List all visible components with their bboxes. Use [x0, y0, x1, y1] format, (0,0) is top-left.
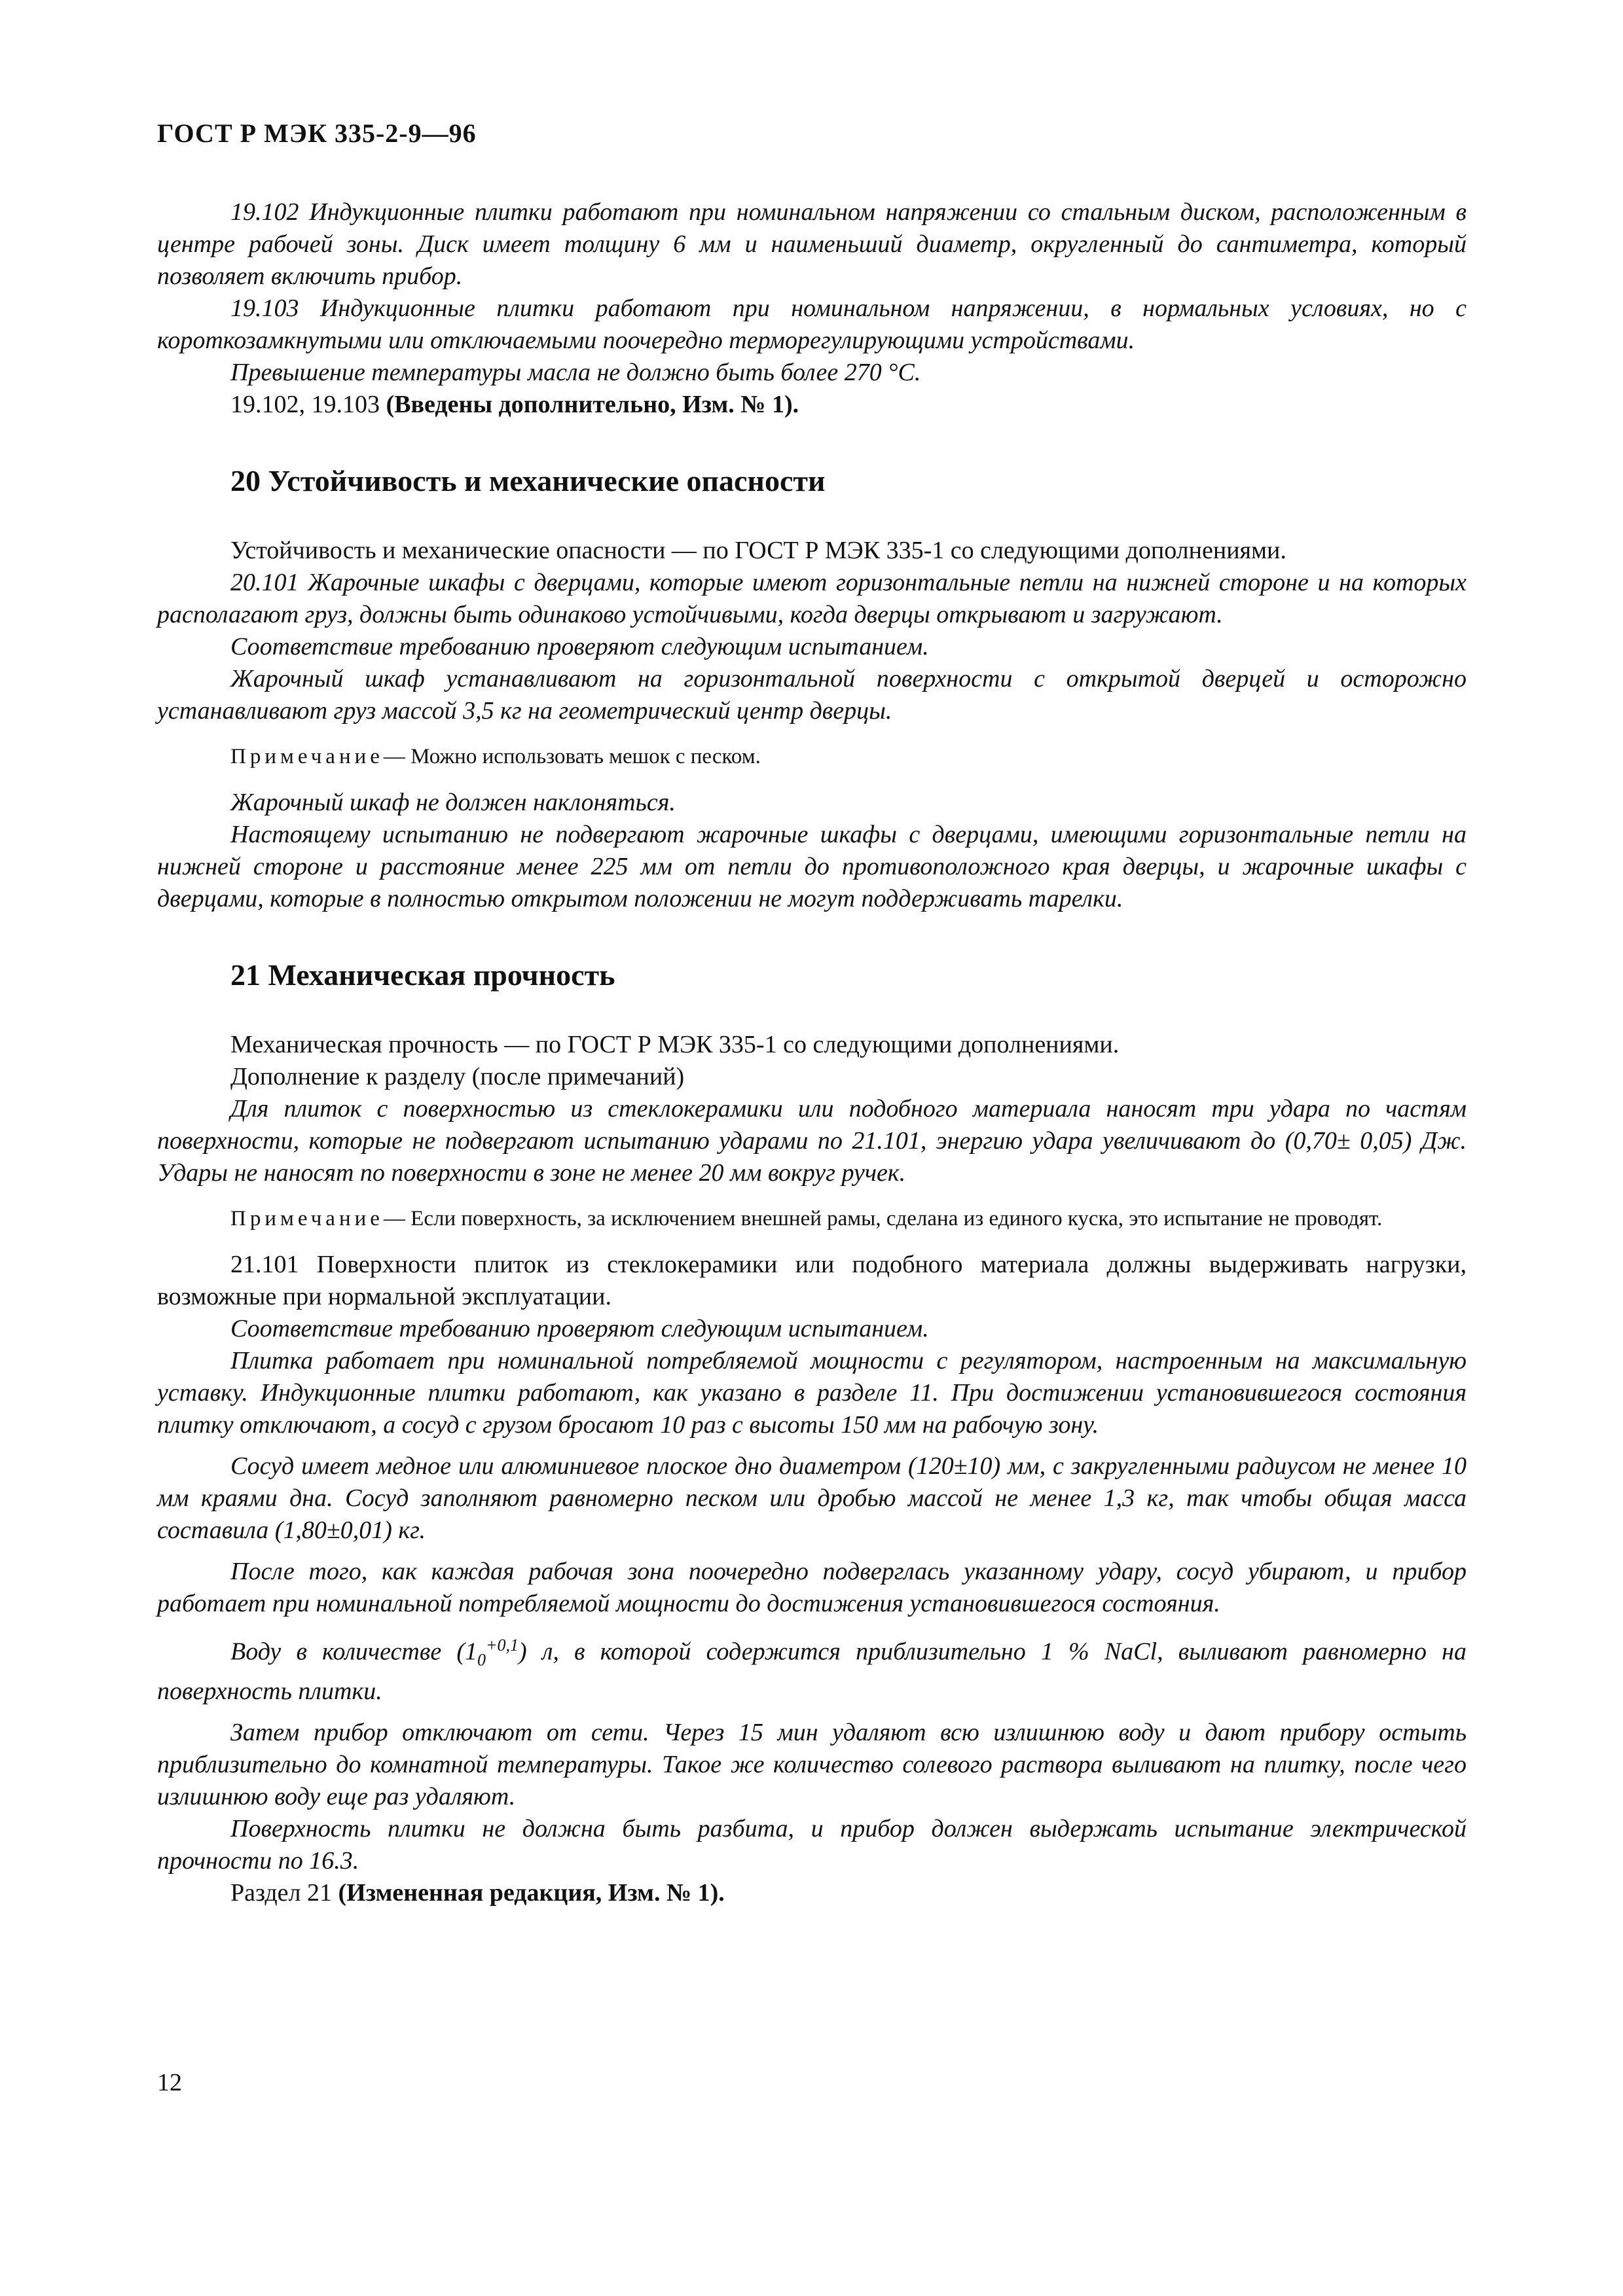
glass-ceramic-impact: Для плиток с поверхностью из стеклокерамики или подобного материала наносят три удара по частям поверхности, которые не подвергают испытанию ударами по 21.101, энергию удара увеличивают до (0,70± 0,05) Дж. Удары не наносят по поверхности в зоне не менее 20 мм вокруг ручек. — [157, 1095, 1467, 1187]
amendment-note-21 — [157, 1877, 1467, 1909]
amendment-ref: 19.102, 19.103 — [230, 391, 380, 418]
test-result-requirement: Поверхность плитки не должна быть разбита, и прибор должен выдержать испытание электрической прочности по 16.3. — [157, 1815, 1467, 1875]
page-number: 12 — [157, 2069, 182, 2096]
compliance-check: Соответствие требованию проверяют следующим испытанием. — [230, 1315, 929, 1342]
after-impact-operation: После того, как каждая рабочая зона поочередно подверглась указанному удару, сосуд убирают, и прибор работает при номинальной потребляемой мощности до достижения установившегося состояния. — [157, 1558, 1467, 1617]
note-single-piece — [157, 1204, 1467, 1234]
amendment-ref: Раздел 21 — [230, 1879, 332, 1907]
hob-operation-test: Плитка работает при номинальной потребляемой мощности с регулятором, настроенным на максимальную уставку. Индукционные плитки работают, как указано в разделе 11. При достижении установившегося состояния плитку отключают, а сосуд с грузом бросают 10 раз с высоты 150 мм на рабочую зону. — [157, 1347, 1467, 1439]
cool-down-procedure: Затем прибор отключают от сети. Через 15 мин удаляют всю излишнюю воду и дают прибору остыть приблизительно до комнатной температуры. Такое же количество солевого раствора выливают на плитку, после чего излишнюю воду еще раз удаляют. — [157, 1719, 1467, 1811]
document-header: ГОСТ Р МЭК 335-2-9—96 — [157, 118, 477, 148]
amendment-text: (Введены дополнительно, Изм. № 1). — [386, 391, 799, 418]
section-20-heading: 20 Устойчивость и механические опасности — [230, 464, 826, 497]
vessel-description: Сосуд имеет медное или алюминиевое плоское дно диаметром (120±10) мм, с закругленными радиусом не менее 10 мм краями дна. Сосуд заполняют равномерно песком или дробью массой не менее 1,3 кг, так чтобы общая масса составила (1,80±0,01) кг. — [157, 1452, 1467, 1544]
compliance-check: Соответствие требованию проверяют следующим испытанием. — [230, 633, 929, 660]
oven-no-tilt: Жарочный шкаф не должен наклоняться. — [230, 789, 676, 816]
amendment-text: (Измененная редакция, Изм. № 1). — [338, 1879, 725, 1907]
oven-install-test: Жарочный шкаф устанавливают на горизонтальной поверхности с открытой дверцей и осторожно устанавливают груз массой 3,5 кг на геометрический центр дверцы. — [157, 665, 1467, 725]
amendment-note-19 — [157, 389, 1467, 421]
note-label: Примечание — [230, 745, 384, 768]
section-21-intro: Механическая прочность — по ГОСТ Р МЭК 335-1 со следующими дополнениями. — [230, 1031, 1120, 1058]
document-page — [157, 98, 1467, 2258]
saline-water-pour: Воду в количестве $(1_0^{+0,1})$ л, в которой содержится приблизительно 1 % NaCl, выливают равномерно на поверхность плитки. — [157, 1636, 1467, 1706]
oil-temperature-limit: Превышение температуры масла не должно быть более 270 °С. — [230, 359, 921, 386]
clause-19-102: 19.102 Индукционные плитки работают при номинальном напряжении со стальным диском, расположенным в центре рабочей зоны. Диск имеет толщину 6 мм и наименьший диаметр, округленный до сантиметра, который позволяет включить прибор. — [157, 198, 1467, 290]
note-label: Примечание — [230, 1207, 384, 1230]
note-text: — Если поверхность, за исключением внешней рамы, сделана из единого куска, это испытание не проводят. — [383, 1207, 1383, 1230]
note-text: — Можно использовать мешок с песком. — [383, 745, 761, 768]
section-21-heading: 21 Механическая прочность — [230, 958, 615, 992]
document-body — [157, 196, 1467, 1909]
note-sand-bag — [157, 742, 1467, 772]
oven-exemption: Настоящему испытанию не подвергают жарочные шкафы с дверцами, имеющими горизонтальные петли на нижней стороне и расстояние менее 225 мм от петли до противоположного края дверцы, и жарочные шкафы с дверцами, которые в полностью открытом положении не могут поддерживать тарелки. — [157, 821, 1467, 912]
section-addition: Дополнение к разделу (после примечаний) — [230, 1063, 685, 1090]
section-20-intro: Устойчивость и механические опасности — по ГОСТ Р МЭК 335-1 со следующими дополнениями. — [230, 537, 1286, 564]
clause-21-101: 21.101 Поверхности плиток из стеклокерамики или подобного материала должны выдерживать нагрузки, возможные при нормальной эксплуатации. — [157, 1251, 1467, 1310]
clause-20-101: 20.101 Жарочные шкафы с дверцами, которые имеют горизонтальные петли на нижней стороне и на которых располагают груз, должны быть одинаково устойчивыми, когда дверцы открывают и загружают. — [157, 569, 1467, 628]
clause-19-103: 19.103 Индукционные плитки работают при номинальном напряжении, в нормальных условиях, но с короткозамкнутыми или отключаемыми поочередно терморегулирующими устройствами. — [157, 295, 1467, 354]
